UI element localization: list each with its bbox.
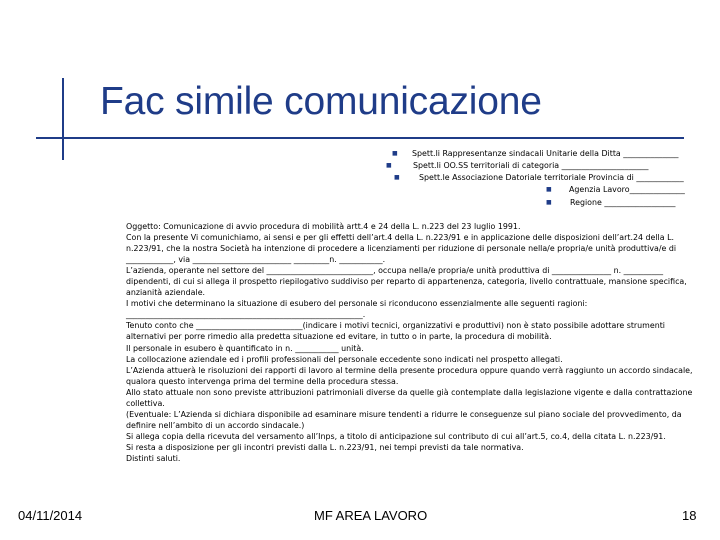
recipient-line: Spett.li Rappresentanze sindacali Unitarie della Ditta ______________ xyxy=(412,149,679,158)
bullet-icon: ■ xyxy=(392,150,398,157)
bullet-icon: ■ xyxy=(546,199,552,206)
recipient-line: Agenzia Lavoro______________ xyxy=(569,185,685,194)
bullet-icon: ■ xyxy=(546,186,552,193)
title-horizontal-rule xyxy=(36,137,684,139)
page-number: 18 xyxy=(682,508,697,523)
body-paragraph: Si resta a disposizione per gli incontri previsti dalla L. n.223/91, nei tempi previsti da tale normativa. xyxy=(126,442,524,452)
body-paragraph: Tenuto conto che ___________________________(indicare i motivi tecnici, organizzativi e produttivi) non è stato possibile adottare strumenti alternativi per porre rimedio alla predetta situazione ed evitare, in tutto o in parte, la procedura di mobilità. xyxy=(126,321,665,342)
body-paragraph: Il personale in esubero è quantificato in n. ___________ unità. xyxy=(126,343,364,353)
body-paragraph: L’azienda, operante nel settore del ___________________________, occupa nella/e propria/e unità produttiva di _______________ n. __________ dipendenti, di cui si allega il prospetto riepilogativo suddiviso per reparto di appartenenza, categoria, livello contrattuale, mansione specifica, anzianità aziendale. xyxy=(126,266,687,298)
title-vertical-rule xyxy=(62,78,64,160)
subject-line: Oggetto: Comunicazione di avvio procedura di mobilità artt.4 e 24 della L. n.223 del 23 luglio 1991. xyxy=(126,222,521,231)
body-paragraph: Con la presente Vi comunichiamo, ai sensi e per gli effetti dell’art.4 della L. n.223/91 e in applicazione delle disposizioni dell’art.24 della L. n.223/91, che la nostra Società ha intenzione di procedere a licenziamenti per riduzione di personale nella/e propria/e unità produttiva/e di ____________, via _________________________ _________n. ___________. xyxy=(126,233,677,265)
closing-line: Distinti saluti. xyxy=(126,453,181,463)
body-paragraph: La collocazione aziendale ed i profili professionali del personale eccedente sono indicati nel prospetto allegati. xyxy=(126,354,563,364)
body-paragraph: Allo stato attuale non sono previste attribuzioni patrimoniali diverse da quelle già contemplate dalla legislazione vigente e dalla contrattazione collettiva. xyxy=(126,387,693,408)
letter-body xyxy=(126,221,700,464)
recipient-line: Regione __________________ xyxy=(570,198,676,207)
bullet-icon: ■ xyxy=(386,162,392,169)
footer-date: 04/11/2014 xyxy=(18,508,83,523)
slide-title: Fac simile comunicazione xyxy=(100,80,542,123)
body-paragraph: L’Azienda attuerà le risoluzioni dei rapporti di lavoro al termine della presente procedura oppure quando verrà raggiunto un accordo sindacale, qualora questo intervenga prima del termine della procedura stessa. xyxy=(126,365,693,386)
body-paragraph: (Eventuale: L’Azienda si dichiara disponibile ad esaminare misure tendenti a ridurre le conseguenze sul piano sociale del provvedimento, da definire nell’ambito di un accordo sindacale.) xyxy=(126,409,682,430)
bullet-icon: ■ xyxy=(394,174,400,181)
recipient-line: Spett.li OO.SS territoriali di categoria ______________________ xyxy=(413,161,649,170)
recipient-line: Spett.le Associazione Datoriale territoriale Provincia di ____________ xyxy=(419,173,684,182)
body-paragraph: Si allega copia della ricevuta del versamento all’Inps, a titolo di anticipazione sul contributo di cui all’art.5, co.4, della citata L. n.223/91. xyxy=(126,431,666,441)
body-paragraph: I motivi che determinano la situazione di esubero del personale si riconducono essenzialmente alle seguenti ragioni: ____________________________________________________________. xyxy=(126,299,588,320)
footer-center: MF AREA LAVORO xyxy=(314,508,428,523)
